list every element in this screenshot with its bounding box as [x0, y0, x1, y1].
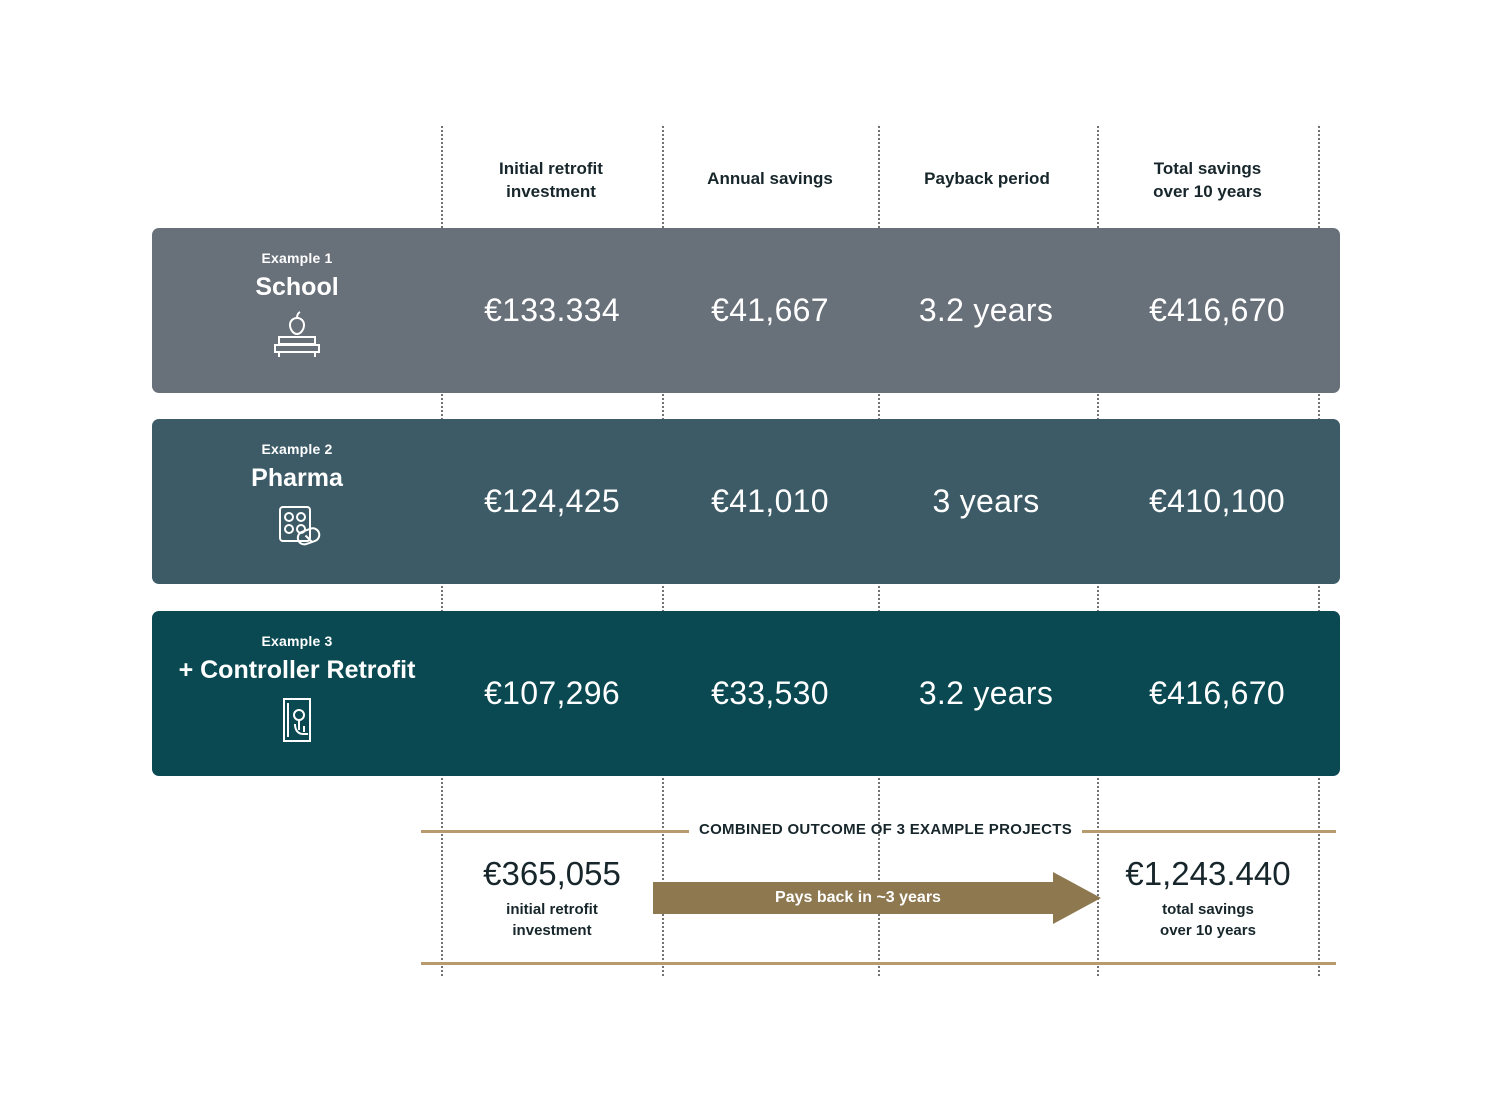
column-header-line2: investment: [506, 181, 596, 201]
cell-payback-period: 3.2 years: [918, 675, 1054, 711]
example-number: Example 2: [261, 441, 333, 457]
arrow-label: Pays back in ~3 years: [775, 889, 941, 906]
summary-rule-right: [1082, 830, 1336, 833]
column-header-line1: Total savings: [1153, 159, 1262, 178]
row-label-pharma: [152, 419, 442, 584]
cell-initial-investment: €107,296: [484, 675, 620, 711]
summary-initial-investment: [441, 855, 663, 941]
cell-total-savings: €416,670: [1149, 292, 1285, 328]
summary-total-caption-line1: total savings: [1162, 900, 1254, 918]
row-label-school: [152, 228, 442, 393]
summary-heading: COMBINED OUTCOME OF 3 EXAMPLE PROJECTS: [698, 821, 1073, 838]
column-header-payback-period: [879, 168, 1095, 191]
pills-blister-icon: [152, 501, 442, 555]
touch-controller-icon: [152, 693, 442, 747]
summary-total-value: €1,243.440: [1125, 855, 1291, 892]
column-header-line1: Annual savings: [707, 169, 833, 188]
row-label-controller-retrofit: [152, 611, 442, 776]
column-header-line1: Initial retrofit: [499, 159, 603, 178]
column-header-total-savings: [1098, 158, 1317, 204]
cell-payback-period: 3 years: [932, 483, 1040, 519]
summary-initial-caption-line1: initial retrofit: [506, 900, 598, 918]
payback-arrow: [653, 872, 1101, 924]
summary-initial-value: €365,055: [483, 855, 621, 892]
summary-initial-caption-line2: investment: [512, 921, 592, 939]
summary-total-savings: [1097, 855, 1319, 941]
column-header-line1: Payback period: [924, 169, 1050, 188]
column-header-line2: over 10 years: [1153, 181, 1262, 201]
summary-total-caption-line2: over 10 years: [1160, 921, 1256, 939]
apple-on-books-icon: [152, 310, 442, 362]
example-number: Example 3: [261, 633, 333, 649]
example-title: School: [255, 273, 339, 301]
table-row: [152, 611, 1340, 776]
cell-annual-savings: €41,667: [711, 292, 829, 328]
column-header-initial-investment: [442, 158, 660, 204]
cell-payback-period: 3.2 years: [918, 292, 1054, 328]
summary-initial-caption: [441, 899, 663, 941]
column-header-annual-savings: [663, 168, 877, 191]
example-title: + Controller Retrofit: [178, 656, 416, 684]
cell-initial-investment: €133.334: [484, 292, 620, 328]
cell-annual-savings: €41,010: [711, 483, 829, 519]
cell-total-savings: €416,670: [1149, 675, 1285, 711]
summary-rule-left: [421, 830, 689, 833]
cell-initial-investment: €124,425: [484, 483, 620, 519]
table-row: [152, 419, 1340, 584]
cell-total-savings: €410,100: [1149, 483, 1285, 519]
cell-annual-savings: €33,530: [711, 675, 829, 711]
summary-rule-bottom: [421, 962, 1336, 965]
summary-total-caption: [1097, 899, 1319, 941]
example-title: Pharma: [251, 464, 343, 492]
table-row: [152, 228, 1340, 393]
example-number: Example 1: [261, 250, 333, 266]
